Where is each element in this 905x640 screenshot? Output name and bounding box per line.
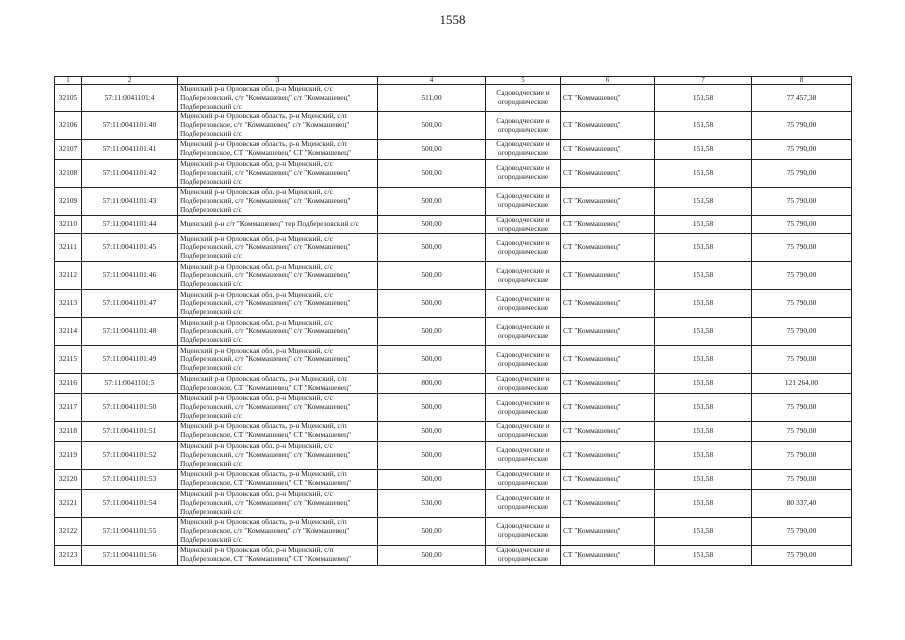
- column-header: 1: [55, 77, 82, 85]
- address-cell: Мценский р-н Орловская обл, р-н Мценский, с/с Подберезовский, с/т "Коммашевец" с/т "Коммашевец" Подберезовский с/с: [178, 85, 378, 112]
- cadastral-value-cell: 80 337,40: [752, 489, 852, 517]
- cadastral-number-cell: 57:11:0041101:49: [82, 346, 178, 374]
- area-cell: 500,00: [378, 187, 486, 215]
- land-use-cell: Садоводческие и огороднические: [486, 215, 561, 234]
- organization-cell: СТ "Коммашевец": [561, 545, 655, 565]
- area-cell: 500,00: [378, 421, 486, 441]
- address-cell: Мценский р-н Орловская область, р-н Мценский, с/п Подберезовское, СТ "Коммашевец" СТ "Коммашевец": [178, 139, 378, 159]
- table-row: [55, 441, 852, 469]
- organization-cell: СТ "Коммашевец": [561, 346, 655, 374]
- header-row: [55, 77, 852, 85]
- table-row: [55, 346, 852, 374]
- area-cell: 500,00: [378, 318, 486, 346]
- land-use-cell: Садоводческие и огороднические: [486, 469, 561, 489]
- row-number-cell: 32120: [55, 469, 82, 489]
- land-use-cell: Садоводческие и огороднические: [486, 290, 561, 318]
- organization-cell: СТ "Коммашевец": [561, 112, 655, 139]
- cadastral-number-cell: 57:11:0041101:48: [82, 318, 178, 346]
- cadastral-value-cell: 75 790,00: [752, 517, 852, 545]
- land-register-table: [54, 76, 852, 566]
- address-cell: Мценский р-н Орловская обл, р-н Мценский, с/с Подберезовский, с/т "Коммашевец" с/т "Коммашевец" Подберезовский с/с: [178, 187, 378, 215]
- table-row: [55, 112, 852, 139]
- cadastral-value-cell: 75 790,00: [752, 545, 852, 565]
- area-cell: 500,00: [378, 394, 486, 421]
- organization-cell: СТ "Коммашевец": [561, 469, 655, 489]
- address-cell: Мценский р-н Орловская обл, р-н Мценский, с/с Подберезовский, с/т "Коммашевец" с/т "Коммашевец" Подберезовский с/с: [178, 346, 378, 374]
- area-cell: 500,00: [378, 346, 486, 374]
- cadastral-value-cell: 75 790,00: [752, 469, 852, 489]
- organization-cell: СТ "Коммашевец": [561, 139, 655, 159]
- cadastral-number-cell: 57:11:0041101:53: [82, 469, 178, 489]
- cadastral-number-cell: 57:11:0041101:44: [82, 215, 178, 234]
- area-cell: 511,00: [378, 85, 486, 112]
- row-number-cell: 32108: [55, 159, 82, 187]
- table-body: [55, 85, 852, 566]
- cadastral-number-cell: 57:11:0041101:42: [82, 159, 178, 187]
- row-number-cell: 32119: [55, 441, 82, 469]
- unit-value-cell: 151,58: [655, 374, 752, 394]
- cadastral-number-cell: 57:11:0041101:45: [82, 234, 178, 262]
- unit-value-cell: 151,58: [655, 139, 752, 159]
- address-cell: Мценский р-н Орловская область, р-н Мценский, с/п Подберезовское, СТ "Коммашевец" СТ "Коммашевец": [178, 469, 378, 489]
- address-cell: Мценский р-н Орловская обл, р-н Мценский, с/с Подберезовский, с/т "Коммашевец" с/т "Коммашевец" Подберезовский с/с: [178, 394, 378, 421]
- row-number-cell: 32116: [55, 374, 82, 394]
- address-cell: Мценский р-н Орловская обл, р-н Мценский, с/с Подберезовский, с/т "Коммашевец" с/т "Коммашевец" Подберезовский с/с: [178, 290, 378, 318]
- table-row: [55, 85, 852, 112]
- unit-value-cell: 151,58: [655, 346, 752, 374]
- table-row: [55, 394, 852, 421]
- land-use-cell: Садоводческие и огороднические: [486, 318, 561, 346]
- address-cell: Мценский р-н Орловская обл, р-н Мценский, с/с Подберезовский, с/т "Коммашевец" с/т "Коммашевец" Подберезовский с/с: [178, 318, 378, 346]
- area-cell: 500,00: [378, 234, 486, 262]
- land-use-cell: Садоводческие и огороднические: [486, 421, 561, 441]
- row-number-cell: 32107: [55, 139, 82, 159]
- area-cell: 500,00: [378, 290, 486, 318]
- unit-value-cell: 151,58: [655, 394, 752, 421]
- organization-cell: СТ "Коммашевец": [561, 374, 655, 394]
- cadastral-value-cell: 75 790,00: [752, 346, 852, 374]
- table-row: [55, 215, 852, 234]
- land-use-cell: Садоводческие и огороднические: [486, 234, 561, 262]
- unit-value-cell: 151,58: [655, 421, 752, 441]
- row-number-cell: 32105: [55, 85, 82, 112]
- unit-value-cell: 151,58: [655, 215, 752, 234]
- cadastral-value-cell: 75 790,00: [752, 441, 852, 469]
- row-number-cell: 32112: [55, 262, 82, 290]
- table-row: [55, 469, 852, 489]
- cadastral-value-cell: 77 457,38: [752, 85, 852, 112]
- cadastral-number-cell: 57:11:0041101:43: [82, 187, 178, 215]
- cadastral-value-cell: 75 790,00: [752, 421, 852, 441]
- row-number-cell: 32106: [55, 112, 82, 139]
- column-header: 4: [378, 77, 486, 85]
- organization-cell: СТ "Коммашевец": [561, 290, 655, 318]
- cadastral-number-cell: 57:11:0041101:46: [82, 262, 178, 290]
- row-number-cell: 32117: [55, 394, 82, 421]
- cadastral-value-cell: 75 790,00: [752, 187, 852, 215]
- land-use-cell: Садоводческие и огороднические: [486, 139, 561, 159]
- cadastral-number-cell: 57:11:0041101:52: [82, 441, 178, 469]
- row-number-cell: 32109: [55, 187, 82, 215]
- row-number-cell: 32110: [55, 215, 82, 234]
- table-row: [55, 545, 852, 565]
- land-use-cell: Садоводческие и огороднические: [486, 374, 561, 394]
- land-use-cell: Садоводческие и огороднические: [486, 159, 561, 187]
- cadastral-number-cell: 57:11:0041101:50: [82, 394, 178, 421]
- address-cell: Мценский р-н Орловская область, р-н Мценский, с/п Подберезовское, СТ "Коммашевец" СТ "Коммашевец": [178, 421, 378, 441]
- table-row: [55, 290, 852, 318]
- cadastral-value-cell: 75 790,00: [752, 394, 852, 421]
- cadastral-number-cell: 57:11:0041101:40: [82, 112, 178, 139]
- land-use-cell: Садоводческие и огороднические: [486, 85, 561, 112]
- area-cell: 500,00: [378, 112, 486, 139]
- cadastral-number-cell: 57:11:0041101:54: [82, 489, 178, 517]
- unit-value-cell: 151,58: [655, 469, 752, 489]
- land-use-cell: Садоводческие и огороднические: [486, 489, 561, 517]
- table-row: [55, 421, 852, 441]
- table-row: [55, 234, 852, 262]
- unit-value-cell: 151,58: [655, 489, 752, 517]
- cadastral-value-cell: 75 790,00: [752, 262, 852, 290]
- area-cell: 500,00: [378, 469, 486, 489]
- address-cell: Мценский р-н Орловская обл, р-н Мценский, с/п Подберезовское, СТ "Коммашевец" СТ "Коммашевец": [178, 545, 378, 565]
- row-number-cell: 32111: [55, 234, 82, 262]
- land-use-cell: Садоводческие и огороднические: [486, 112, 561, 139]
- cadastral-value-cell: 75 790,00: [752, 139, 852, 159]
- area-cell: 530,00: [378, 489, 486, 517]
- area-cell: 800,00: [378, 374, 486, 394]
- area-cell: 500,00: [378, 545, 486, 565]
- cadastral-value-cell: 75 790,00: [752, 234, 852, 262]
- area-cell: 500,00: [378, 139, 486, 159]
- organization-cell: СТ "Коммашевец": [561, 215, 655, 234]
- organization-cell: СТ "Коммашевец": [561, 85, 655, 112]
- column-header: 3: [178, 77, 378, 85]
- address-cell: Мценский р-н Орловская обл, р-н Мценский, с/с Подберезовский, с/т "Коммашевец" с/т "Коммашевец" Подберезовский с/с: [178, 159, 378, 187]
- land-use-cell: Садоводческие и огороднические: [486, 545, 561, 565]
- row-number-cell: 32114: [55, 318, 82, 346]
- unit-value-cell: 151,58: [655, 234, 752, 262]
- land-use-cell: Садоводческие и огороднические: [486, 441, 561, 469]
- address-cell: Мценский р-н Орловская обл, р-н Мценский, с/с Подберезовский, с/т "Коммашевец" с/т "Коммашевец" Подберезовский с/с: [178, 441, 378, 469]
- table-row: [55, 159, 852, 187]
- area-cell: 500,00: [378, 215, 486, 234]
- unit-value-cell: 151,58: [655, 85, 752, 112]
- organization-cell: СТ "Коммашевец": [561, 394, 655, 421]
- organization-cell: СТ "Коммашевец": [561, 318, 655, 346]
- land-use-cell: Садоводческие и огороднические: [486, 517, 561, 545]
- unit-value-cell: 151,58: [655, 112, 752, 139]
- organization-cell: СТ "Коммашевец": [561, 441, 655, 469]
- land-use-cell: Садоводческие и огороднические: [486, 262, 561, 290]
- column-header: 5: [486, 77, 561, 85]
- column-header: 2: [82, 77, 178, 85]
- page-number: 1558: [439, 12, 466, 27]
- table-row: [55, 517, 852, 545]
- cadastral-number-cell: 57:11:0041101:56: [82, 545, 178, 565]
- row-number-cell: 32122: [55, 517, 82, 545]
- organization-cell: СТ "Коммашевец": [561, 159, 655, 187]
- cadastral-number-cell: 57:11:0041101:51: [82, 421, 178, 441]
- address-cell: Мценский р-н Орловская обл, р-н Мценский, с/с Подберезовский, с/т "Коммашевец" с/т "Коммашевец" Подберезовский с/с: [178, 234, 378, 262]
- column-header: 7: [655, 77, 752, 85]
- column-header: 6: [561, 77, 655, 85]
- unit-value-cell: 151,58: [655, 159, 752, 187]
- table-row: [55, 318, 852, 346]
- cadastral-number-cell: 57:11:0041101:4: [82, 85, 178, 112]
- cadastral-number-cell: 57:11:0041101:5: [82, 374, 178, 394]
- cadastral-number-cell: 57:11:0041101:47: [82, 290, 178, 318]
- table-row: [55, 489, 852, 517]
- row-number-cell: 32115: [55, 346, 82, 374]
- land-use-cell: Садоводческие и огороднические: [486, 394, 561, 421]
- organization-cell: СТ "Коммашевец": [561, 234, 655, 262]
- organization-cell: СТ "Коммашевец": [561, 517, 655, 545]
- area-cell: 500,00: [378, 517, 486, 545]
- cadastral-number-cell: 57:11:0041101:55: [82, 517, 178, 545]
- unit-value-cell: 151,58: [655, 517, 752, 545]
- address-cell: Мценский р-н Орловская обл, р-н Мценский, с/с Подберезовский, с/т "Коммашевец" с/т "Коммашевец" Подберезовский с/с: [178, 489, 378, 517]
- organization-cell: СТ "Коммашевец": [561, 489, 655, 517]
- table-row: [55, 139, 852, 159]
- area-cell: 500,00: [378, 441, 486, 469]
- address-cell: Мценский р-н Орловская область, р-н Мценский, с/п Подберезовское, с/т "Коммашевец" с/т "Коммашевец" Подберезовский с/с: [178, 112, 378, 139]
- cadastral-value-cell: 75 790,00: [752, 290, 852, 318]
- cadastral-value-cell: 75 790,00: [752, 112, 852, 139]
- organization-cell: СТ "Коммашевец": [561, 187, 655, 215]
- row-number-cell: 32113: [55, 290, 82, 318]
- row-number-cell: 32123: [55, 545, 82, 565]
- unit-value-cell: 151,58: [655, 318, 752, 346]
- table-row: [55, 187, 852, 215]
- table-row: [55, 262, 852, 290]
- organization-cell: СТ "Коммашевец": [561, 421, 655, 441]
- area-cell: 500,00: [378, 159, 486, 187]
- row-number-cell: 32118: [55, 421, 82, 441]
- cadastral-number-cell: 57:11:0041101:41: [82, 139, 178, 159]
- cadastral-value-cell: 75 790,00: [752, 215, 852, 234]
- land-use-cell: Садоводческие и огороднические: [486, 187, 561, 215]
- land-use-cell: Садоводческие и огороднические: [486, 346, 561, 374]
- unit-value-cell: 151,58: [655, 441, 752, 469]
- organization-cell: СТ "Коммашевец": [561, 262, 655, 290]
- table-row: [55, 374, 852, 394]
- unit-value-cell: 151,58: [655, 290, 752, 318]
- address-cell: Мценский р-н с/т "Коммашевец" тер Подберезовский с/с: [178, 215, 378, 234]
- area-cell: 500,00: [378, 262, 486, 290]
- cadastral-value-cell: 75 790,00: [752, 159, 852, 187]
- column-header: 8: [752, 77, 852, 85]
- row-number-cell: 32121: [55, 489, 82, 517]
- unit-value-cell: 151,58: [655, 262, 752, 290]
- cadastral-value-cell: 75 790,00: [752, 318, 852, 346]
- address-cell: Мценский р-н Орловская область, р-н Мценский, с/п Подберезовское, СТ "Коммашевец" СТ "Коммашевец": [178, 374, 378, 394]
- unit-value-cell: 151,58: [655, 187, 752, 215]
- address-cell: Мценский р-н Орловская область, р-н Мценский, с/п Подберезовское, с/т "Коммашевец" с/т "Коммашевец" Подберезовский с/с: [178, 517, 378, 545]
- unit-value-cell: 151,58: [655, 545, 752, 565]
- address-cell: Мценский р-н Орловская обл, р-н Мценский, с/с Подберезовский, с/т "Коммашевец" с/т "Коммашевец" Подберезовский с/с: [178, 262, 378, 290]
- cadastral-value-cell: 121 264,00: [752, 374, 852, 394]
